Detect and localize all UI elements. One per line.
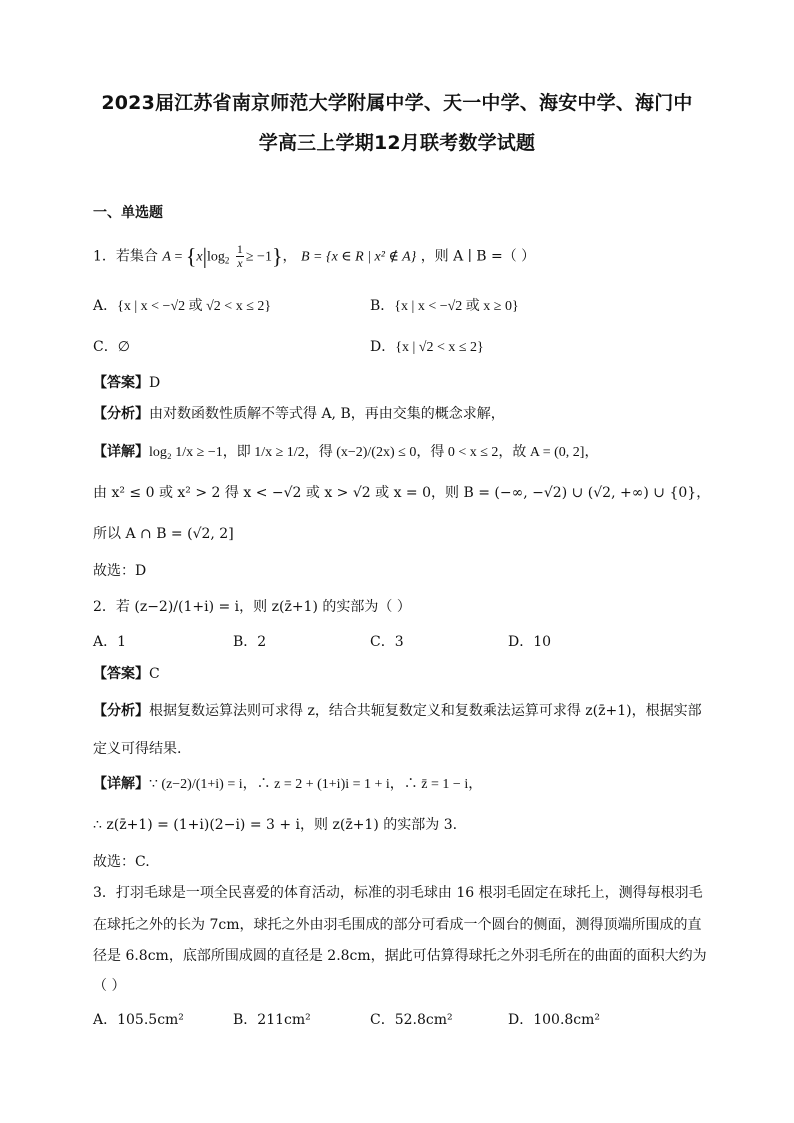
q1-detail-1 bbox=[93, 442, 598, 463]
q1-prefix: 1．若集合 bbox=[93, 248, 158, 265]
q1-option-a-label: A． bbox=[93, 298, 118, 314]
q3-option-b: B．211cm² bbox=[233, 1012, 311, 1028]
q1-option-c-label: C． bbox=[93, 339, 118, 355]
q1-option-a-text: {x | x < −√2 或 √2 < x ≤ 2} bbox=[117, 299, 272, 314]
q3-stem-line-1: 3．打羽毛球是一项全民喜爱的体育活动，标准的羽毛球由 16 根羽毛固定在球托上，测得每根羽毛 bbox=[93, 885, 703, 901]
q1-frac-den: x bbox=[237, 256, 243, 270]
q2-option-a: A．1 bbox=[93, 634, 127, 650]
q1-option-a bbox=[93, 296, 271, 317]
detail-tag: 【详解】 bbox=[93, 444, 149, 460]
exam-title-line-1: 2023届江苏省南京师范大学附属中学、天一中学、海安中学、海门中 bbox=[101, 92, 693, 114]
q1-detail-3: 所以 A ∩ B = (√2, 2] bbox=[93, 526, 234, 542]
q1-answer-value: D bbox=[149, 375, 161, 391]
q2-conclusion: 故选：C. bbox=[93, 854, 150, 870]
q1-detail-1-text: log₂ 1/x ≥ −1，即 1/x ≥ 1/2，得 (x−2)/(2x) ≤ 0，得 0 < x ≤ 2，故 A = (0, 2]， bbox=[149, 445, 599, 460]
q2-analysis-1 bbox=[93, 701, 702, 721]
q3-stem-line-2: 在球托之外的长为 7cm，球托之外由羽毛围成的部分可看成一个圆台的侧面，测得顶端所围成的直 bbox=[93, 917, 702, 933]
answer-tag: 【答案】 bbox=[93, 666, 149, 682]
q1-option-b bbox=[370, 296, 519, 317]
q1-option-c-text: ∅ bbox=[117, 340, 130, 355]
q2-analysis-text: 根据复数运算法则可求得 z，结合共轭复数定义和复数乘法运算可求得 z(z̄+1)，根据实部 bbox=[149, 703, 702, 719]
analysis-tag: 【分析】 bbox=[93, 406, 149, 422]
q3-option-c: C．52.8cm² bbox=[370, 1012, 453, 1028]
q2-analysis-2: 定义可得结果. bbox=[93, 741, 182, 757]
q2-detail-1 bbox=[93, 774, 482, 795]
q2-detail-2: ∴ z(z̄+1) = (1+i)(2−i) = 3 + i，则 z(z̄+1) 的实部为 3. bbox=[93, 817, 458, 833]
q1-option-d-label: D． bbox=[370, 339, 396, 355]
q1-log-base: 2 bbox=[224, 255, 230, 266]
q1-option-c bbox=[93, 337, 130, 358]
q3-option-a: A．105.5cm² bbox=[93, 1012, 184, 1028]
q3-stem-line-3: 径是 6.8cm，底部所围成圆的直径是 2.8cm，据此可估算得球托之外羽毛所在的曲面的面积大约为 bbox=[93, 948, 707, 964]
q1-analysis bbox=[93, 404, 505, 424]
q3-stem-line-4: （ ） bbox=[93, 978, 126, 994]
q1-detail-2: 由 x² ≤ 0 或 x² > 2 得 x < −√2 或 x > √2 或 x = 0，则 B = (−∞, −√2) ∪ (√2, +∞) ∪ {0}， bbox=[93, 485, 711, 501]
q2-option-d: D．10 bbox=[508, 634, 552, 650]
q1-setA-x: x bbox=[196, 249, 203, 265]
detail-tag: 【详解】 bbox=[93, 776, 149, 792]
q1-answer bbox=[93, 373, 160, 393]
answer-tag: 【答案】 bbox=[93, 375, 149, 391]
section-heading: 一、单选题 bbox=[93, 205, 163, 221]
q1-option-b-label: B． bbox=[370, 298, 395, 314]
q1-stem: 1．若集合 $A = \{x|\log_2$ $\frac{1}{x}$ ≥ −1}， B = {x ∈ R | x² ∉ A} ，则 A ∣ B =（ ） bbox=[93, 242, 536, 270]
q1-conclusion: 故选：D bbox=[93, 563, 147, 579]
q2-stem: 2．若 (z−2)/(1+i) = i，则 z(z̄+1) 的实部为（ ） bbox=[93, 599, 411, 615]
q1-analysis-text: 由对数函数性质解不等式得 A, B，再由交集的概念求解， bbox=[149, 406, 505, 422]
q2-option-c: C．3 bbox=[370, 634, 404, 650]
q1-setA-var: A bbox=[162, 249, 171, 265]
q1-frac-num: 1 bbox=[236, 242, 243, 256]
q2-detail-1-text: ∵ (z−2)/(1+i) = i，∴ z = 2 + (1+i)i = 1 + i，∴ z̄ = 1 − i， bbox=[149, 777, 483, 792]
q3-option-d: D．100.8cm² bbox=[508, 1012, 601, 1028]
q1-option-b-text: {x | x < −√2 或 x ≥ 0} bbox=[394, 299, 519, 314]
q2-answer bbox=[93, 664, 160, 684]
q1-tail: ，则 A ∣ B =（ ） bbox=[420, 248, 536, 265]
analysis-tag: 【分析】 bbox=[93, 703, 149, 719]
q1-geq: ≥ −1 bbox=[245, 249, 272, 265]
exam-title-line-2: 学高三上学期12月联考数学试题 bbox=[258, 132, 536, 154]
q1-setB: B = {x ∈ R | x² ∉ A} bbox=[300, 249, 417, 265]
q1-option-d bbox=[370, 337, 484, 358]
q1-option-d-text: {x | √2 < x ≤ 2} bbox=[395, 340, 484, 355]
q2-answer-value: C bbox=[149, 666, 160, 682]
q2-option-b: B．2 bbox=[233, 634, 267, 650]
